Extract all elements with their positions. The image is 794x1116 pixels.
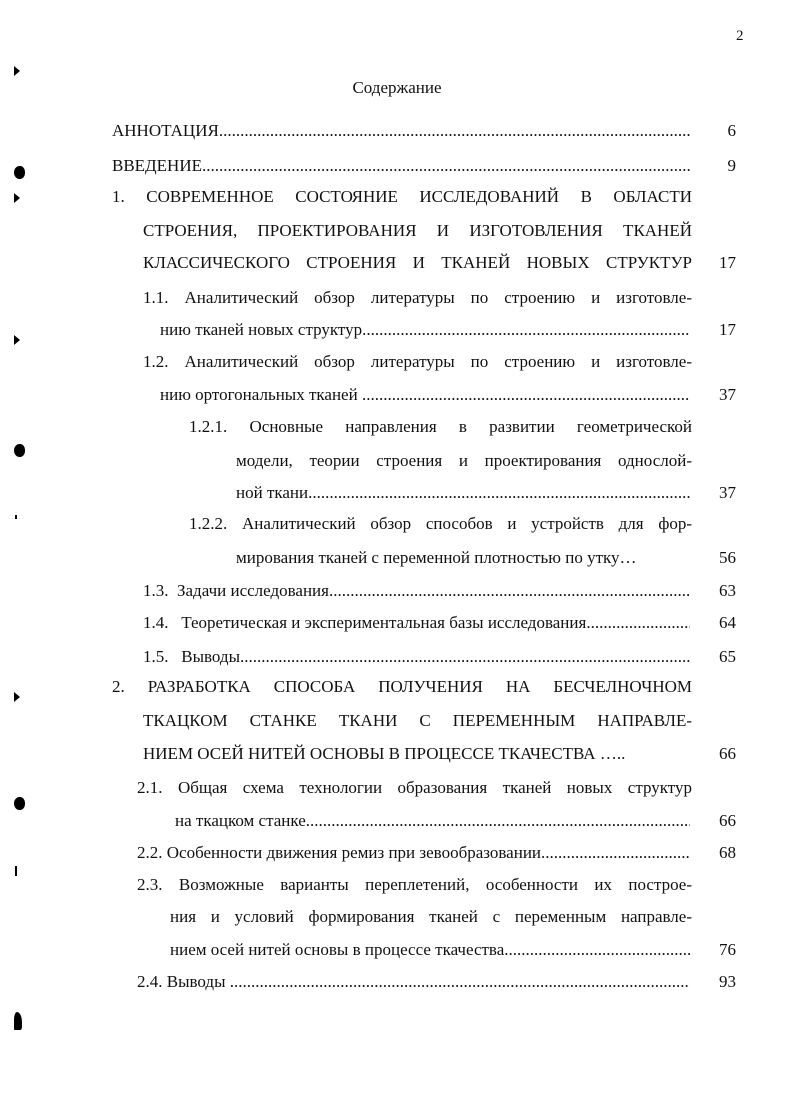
toc-s1-5-page: 65: [719, 647, 736, 666]
toc-s2-1-line1: 2.1. Общая схема технологии образования тканей новых структур: [137, 778, 692, 797]
toc-s2-2: [137, 842, 690, 864]
toc-s1-2-1-line1: 1.2.1. Основные направления в развитии геометрической: [189, 417, 692, 436]
toc-s1-2-2-line1: 1.2.2. Аналитический обзор способов и устройств для фор-: [189, 514, 692, 533]
toc-s2-1-line2: [175, 810, 690, 832]
toc-s2-3-line1: 2.3. Возможные варианты переплетений, особенности их построе-: [137, 875, 692, 894]
toc-s1-5: [143, 646, 690, 668]
scan-mark: [15, 866, 17, 876]
toc-s2-4-page: 93: [719, 972, 736, 991]
scan-mark: [14, 444, 25, 457]
toc-s2-3-line3-text: нием осей нитей основы в процессе ткачества: [170, 940, 505, 959]
toc-s2-4: [137, 971, 690, 993]
toc-s1-3: [143, 580, 690, 602]
scan-mark: [15, 515, 17, 519]
toc-s2-4-text: 2.4. Выводы: [137, 972, 230, 991]
toc-ch1-line2: СТРОЕНИЯ, ПРОЕКТИРОВАНИЯ И ИЗГОТОВЛЕНИЯ ТКАНЕЙ: [143, 221, 692, 240]
toc-s1-2-line1: 1.2. Аналитический обзор литературы по строению и изготовле-: [143, 352, 692, 371]
toc-s2-1-page: 66: [719, 811, 736, 830]
toc-ch2-line1: 2. РАЗРАБОТКА СПОСОБА ПОЛУЧЕНИЯ НА БЕСЧЕЛНОЧНОМ: [112, 677, 692, 696]
toc-s1-2-1-line2: модели, теории строения и проектирования однослой-: [236, 451, 692, 470]
toc-s1-2-1-line3: [236, 482, 690, 504]
toc-annotation-page: 6: [727, 121, 736, 140]
toc-s1-1-line2-text: нию тканей новых структур: [160, 320, 363, 339]
toc-ch2-line3: НИЕМ ОСЕЙ НИТЕЙ ОСНОВЫ В ПРОЦЕССЕ ТКАЧЕСТВА …..: [143, 744, 626, 763]
toc-s1-3-page: 63: [719, 581, 736, 600]
page-number: 2: [736, 28, 744, 44]
toc-s1-3-text: 1.3. Задачи исследования: [143, 581, 329, 600]
toc-s2-2-text: 2.2. Особенности движения ремиз при зевообразовании: [137, 843, 542, 862]
scan-mark: [14, 166, 25, 179]
toc-s1-4-page: 64: [719, 613, 736, 632]
toc-s2-1-line2-text: на ткацком станке: [175, 811, 306, 830]
toc-s1-2-line2: [160, 384, 690, 406]
toc-ch1-page: 17: [719, 253, 736, 272]
toc-s1-2-1-line3-text: ной ткани: [236, 483, 309, 502]
scan-mark: [14, 1012, 22, 1030]
toc-ch2-line2: ТКАЦКОМ СТАНКЕ ТКАНИ С ПЕРЕМЕННЫМ НАПРАВЛЕ-: [143, 711, 692, 730]
toc-annotation: [112, 120, 690, 142]
scan-mark: [14, 797, 25, 810]
toc-s1-2-page: 37: [719, 385, 736, 404]
toc-s1-1-line2: [160, 319, 690, 341]
toc-s1-4-text: 1.4. Теоретическая и экспериментальная базы исследования: [143, 613, 587, 632]
toc-s1-4: [143, 612, 690, 634]
toc-s1-5-text: 1.5. Выводы: [143, 647, 241, 666]
scan-mark: [14, 335, 20, 345]
toc-intro-text: ВВЕДЕНИЕ: [112, 156, 202, 175]
toc-s1-2-line2-text: нию ортогональных тканей: [160, 385, 362, 404]
toc-intro: [112, 155, 690, 177]
toc-s2-3-line2: ния и условий формирования тканей с переменным направле-: [170, 907, 692, 926]
toc-s2-2-page: 68: [719, 843, 736, 862]
scan-mark: [14, 66, 20, 76]
toc-s1-1-page: 17: [719, 320, 736, 339]
toc-s1-1-line1: 1.1. Аналитический обзор литературы по строению и изготовле-: [143, 288, 692, 307]
toc-ch1-line1: 1. СОВРЕМЕННОЕ СОСТОЯНИЕ ИССЛЕДОВАНИЙ В ОБЛАСТИ: [112, 187, 692, 206]
toc-s1-2-2-page: 56: [719, 548, 736, 567]
toc-s2-3-line3: [170, 939, 690, 961]
toc-s2-3-page: 76: [719, 940, 736, 959]
scan-mark: [14, 692, 20, 702]
toc-ch2-page: 66: [719, 744, 736, 763]
page-title: Содержание: [352, 78, 442, 97]
scan-mark: [14, 193, 20, 203]
toc-ch1-line3: КЛАССИЧЕСКОГО СТРОЕНИЯ И ТКАНЕЙ НОВЫХ СТРУКТУР: [143, 253, 692, 272]
toc-annotation-text: АННОТАЦИЯ: [112, 121, 219, 140]
toc-intro-page: 9: [727, 156, 736, 175]
toc-s1-2-1-page: 37: [719, 483, 736, 502]
toc-s1-2-2-line2: мирования тканей с переменной плотностью по утку…: [236, 548, 637, 567]
